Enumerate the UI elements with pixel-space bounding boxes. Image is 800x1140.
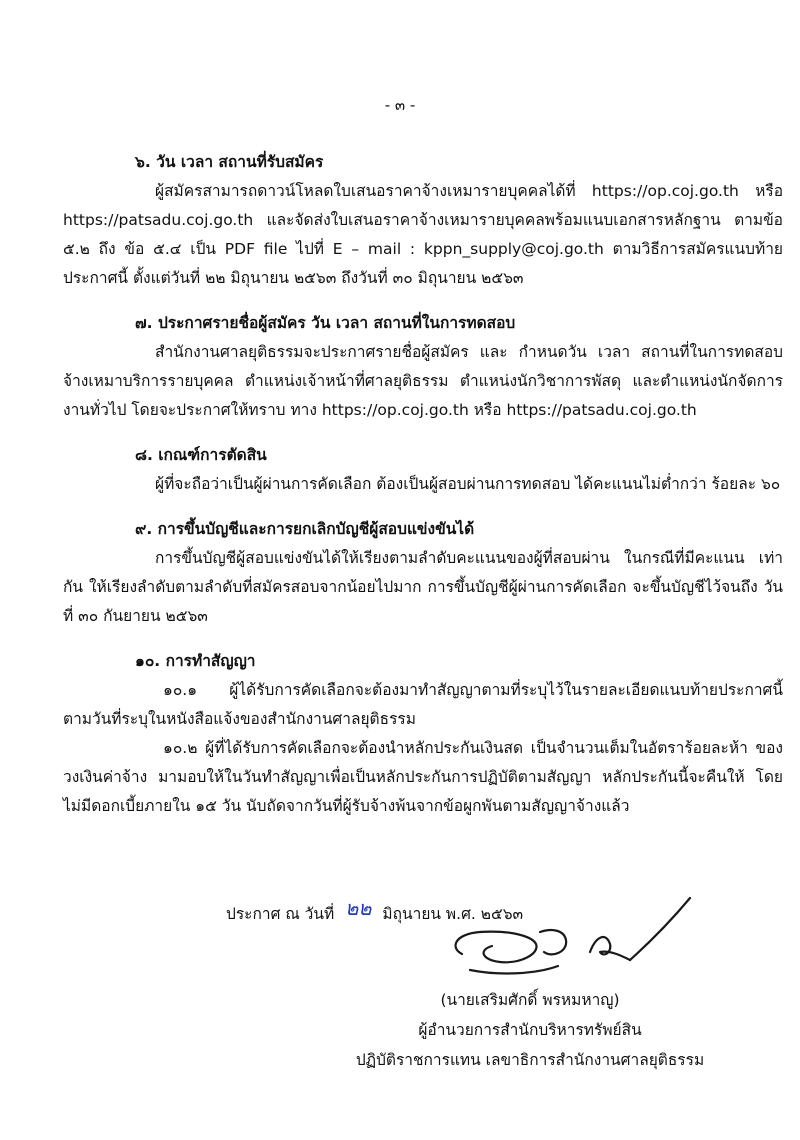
section-7-applicant-list xyxy=(63,309,783,425)
handwritten-day: ๒๒ xyxy=(345,896,372,920)
section-paragraph: ผู้สมัครสามารถดาวน์โหลดใบเสนอราคาจ้างเหมารายบุคคลได้ที่ https://op.coj.go.th หรือ https://patsadu.coj.go.th และจัดส่งใบเสนอราคาจ้างเหมารายบุคคลพร้อมแนบเอกสารหลักฐาน ตามข้อ ๕.๒ ถึง ข้อ ๕.๔ เป็น PDF file ไปที่ E – mail : kppn_supply@coj.go.th ตามวิธีการสมัครแนบท้าย ประกาศนี้ ตั้งแต่วันที่ ๒๒ มิถุนายน ๒๕๖๓ ถึงวันที่ ๓๐ มิถุนายน ๒๕๖๓ xyxy=(63,182,783,287)
section-heading: ๑๐. การทำสัญญา xyxy=(135,652,256,670)
section-paragraph: สำนักงานศาลยุติธรรมจะประกาศรายชื่อผู้สมัคร และ กำหนดวัน เวลา สถานที่ในการทดสอบ จ้างเหมาบริการรายบุคคล ตำแหน่งเจ้าหน้าที่ศาลยุติธรรม ตำแหน่งนักวิชาการพัสดุ และตำแหน่งนักจัดการ งานทั่วไป โดยจะประกาศให้ทราบ ทาง https://op.coj.go.th หรือ https://patsadu.coj.go.th xyxy=(63,343,783,419)
signer-block xyxy=(320,985,740,1075)
section-paragraph: ผู้ที่จะถือว่าเป็นผู้ผ่านการคัดเลือก ต้องเป็นผู้สอบผ่านการทดสอบ ได้คะแนนไม่ต่ำกว่า ร้อยละ ๖๐ xyxy=(155,475,781,493)
section-heading: ๙. การขึ้นบัญชีและการยกเลิกบัญชีผู้สอบแข่งขันได้ xyxy=(135,520,475,538)
page-number: - ๓ - xyxy=(384,96,416,114)
section-8-criteria xyxy=(63,441,783,499)
section-6-application-period xyxy=(63,148,783,293)
document-body xyxy=(63,148,783,821)
subsection-paragraph: ๑๐.๒ ผู้ที่ได้รับการคัดเลือกจะต้องนำหลักประกันเงินสด เป็นจำนวนเต็มในอัตราร้อยละห้า ของวงเงินค่าจ้าง มามอบให้ในวันทำสัญญาเพื่อเป็นหลักประกันการปฏิบัติตามสัญญา หลักประกันนี้จะคืนให้ โดยไม่มีดอกเบี้ยภายใน ๑๕ วัน นับถัดจากวันที่ผู้รับจ้างพ้นจากข้อผูกพันตามสัญญาจ้างแล้ว xyxy=(63,739,783,815)
section-10-contract xyxy=(63,647,783,821)
handwritten-signature xyxy=(440,892,710,992)
signer-acting-for: ปฏิบัติราชการแทน เลขาธิการสำนักงานศาลยุติธรรม xyxy=(355,1051,705,1069)
section-9-ranking xyxy=(63,515,783,631)
section-heading: ๘. เกณฑ์การตัดสิน xyxy=(135,446,267,464)
section-paragraph: การขึ้นบัญชีผู้สอบแข่งขันได้ให้เรียงตามลำดับคะแนนของผู้ที่สอบผ่าน ในกรณีที่มีคะแนน เท่ากัน ให้เรียงลำดับตามลำดับที่สมัครสอบจากน้อยไปมาก การขึ้นบัญชีผู้ผ่านการคัดเลือก จะขึ้นบัญชีไว้จนถึง วันที่ ๓๐ กันยายน ๒๕๖๓ xyxy=(63,549,783,625)
announcement-prefix: ประกาศ ณ วันที่ xyxy=(226,905,335,923)
section-heading: ๗. ประกาศรายชื่อผู้สมัคร วัน เวลา สถานที่ในการทดสอบ xyxy=(135,314,516,332)
signer-name: (นายเสริมศักดิ์ พรหมหาญู) xyxy=(440,991,620,1009)
subsection-paragraph: ๑๐.๑ ผู้ได้รับการคัดเลือกจะต้องมาทำสัญญาตามที่ระบุไว้ในรายละเอียดแนบท้ายประกาศนี้ ตามวันที่ระบุในหนังสือแจ้งของสำนักงานศาลยุติธรรม xyxy=(63,681,783,728)
announcement-suffix: มิถุนายน พ.ศ. ๒๕๖๓ xyxy=(382,905,524,923)
section-heading: ๖. วัน เวลา สถานที่รับสมัคร xyxy=(135,153,324,171)
signer-position: ผู้อำนวยการสำนักบริหารทรัพย์สิน xyxy=(418,1021,642,1039)
